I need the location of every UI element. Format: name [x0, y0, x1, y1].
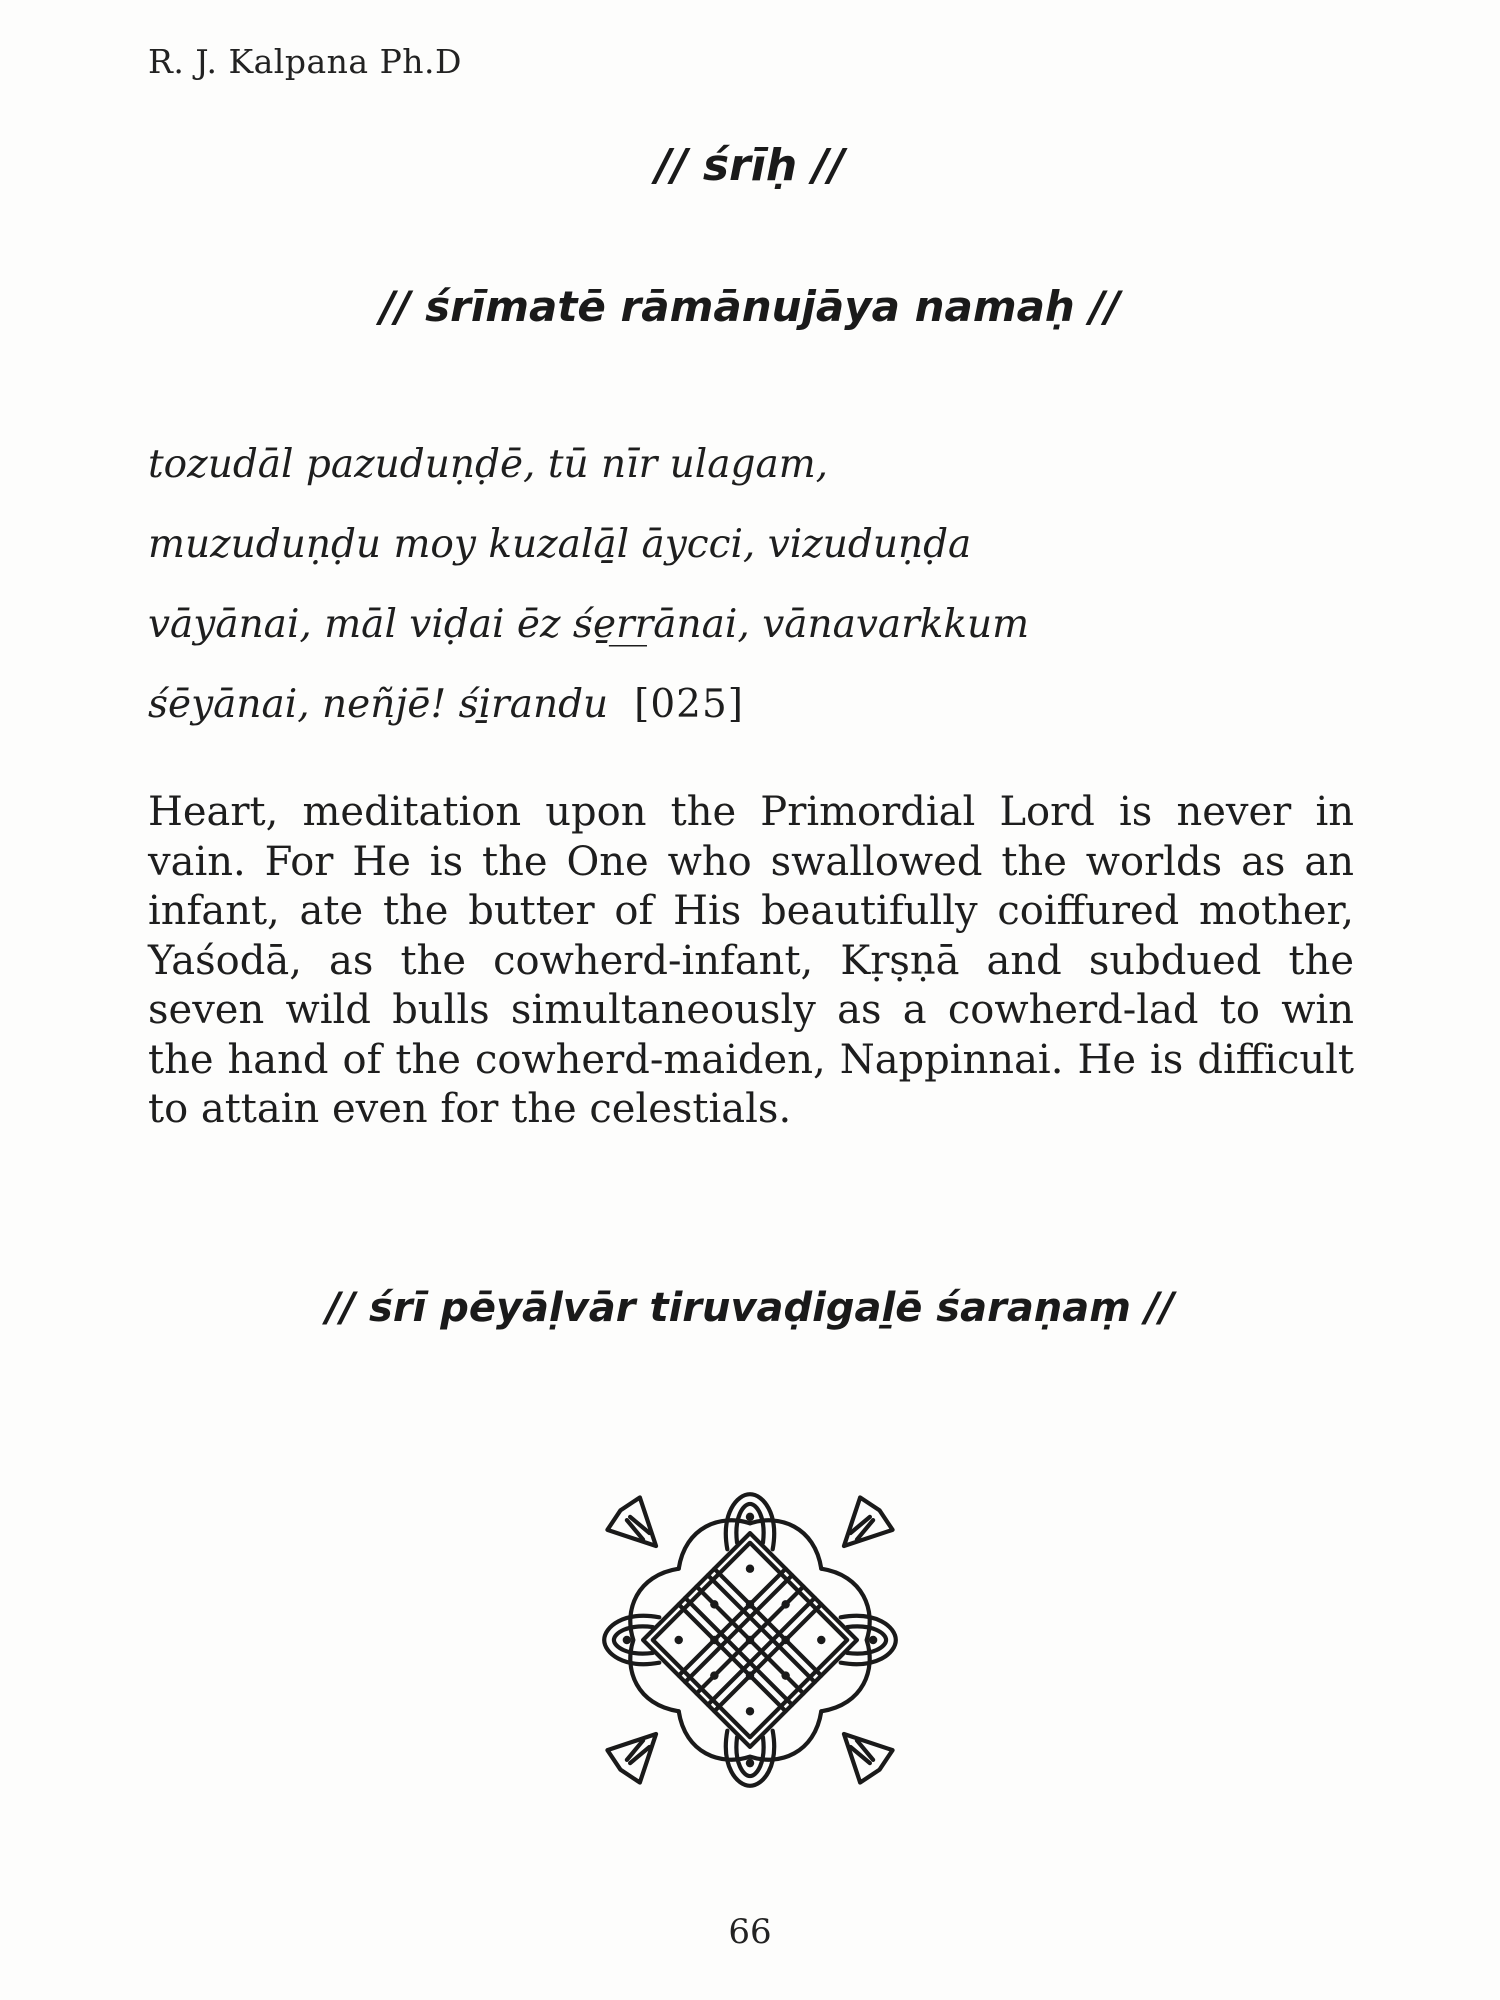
- verse-line: tozudāl pazuduṇḍē, tū nīr ulagam,: [148, 442, 829, 487]
- closing-invocation: // śrī pēyāḷvār tiruvaḍigaḻē śaraṇaṃ //: [325, 1285, 1175, 1331]
- verse-line: muzuduṇḍu moy kuzalā̱l āycci, vizuduṇḍa: [148, 522, 972, 567]
- page-number: 66: [728, 1912, 772, 1952]
- kolam-ornament-icon: [588, 1478, 912, 1802]
- translation-paragraph: Heart, meditation upon the Primordial Lord is never in vain. For He is the One who swallowed the worlds as an infant, ate the butter of His beautifully coiffured mother, Yaśodā, as the cowherd-infant, Kṛṣṇā and subdued the seven wild bulls simultaneously as a cowherd-lad to win the hand of the cowherd-maiden, Nappinnai. He is difficult to attain even for the celestials.: [148, 789, 1354, 1132]
- verse-line: vāyānai, māl viḍai ēz śe̱r̲r̲ānai, vānavarkkum: [148, 602, 1030, 647]
- verse-block: [148, 425, 1348, 745]
- verse-line-text: śēyānai, neñjē! śi̱randu: [148, 682, 609, 727]
- invocation-sri: // śrīḥ //: [655, 140, 845, 191]
- running-head-author: R. J. Kalpana Ph.D: [148, 42, 462, 81]
- invocation-ramanuja: // śrīmatē rāmānujāya namaḥ //: [379, 282, 1121, 331]
- verse-number: [025]: [634, 682, 745, 727]
- verse-line-last: [148, 665, 1348, 745]
